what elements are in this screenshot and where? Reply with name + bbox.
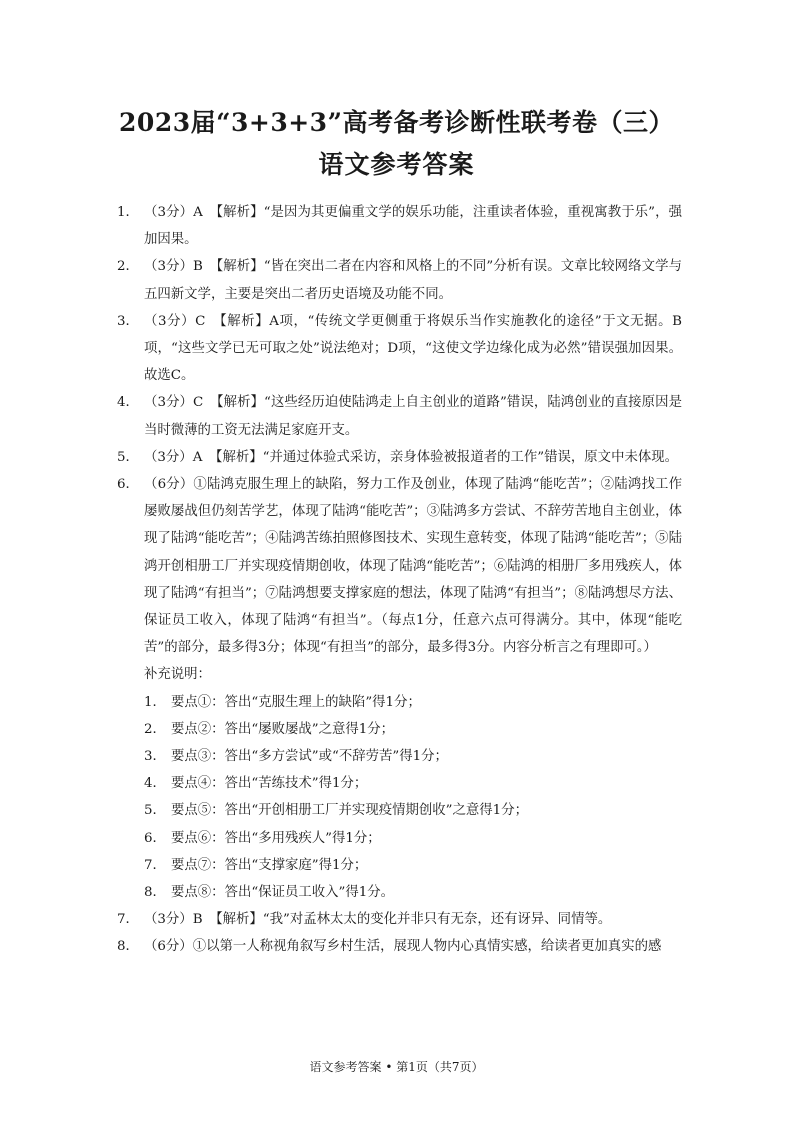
answer-number: 6． xyxy=(117,477,139,493)
answer-item-6 xyxy=(117,471,682,661)
answer-item-3 xyxy=(117,308,682,390)
page-title: 2023届“3+3+3”高考备考诊断性联考卷（三） xyxy=(119,108,674,137)
supplement-text: 要点①：答出“克服生理上的缺陷”得1分； xyxy=(171,694,421,710)
answer-item-1 xyxy=(117,199,682,253)
supplement-text: 要点⑤：答出“开创相册工厂并实现疫情期创收”之意得1分； xyxy=(171,803,528,819)
answer-text: （3分）C 【解析】“这些经历迫使陆鸿走上自主创业的道路”错误，陆鸿创业的直接原因是当时微薄的工资无法满足家庭开支。 xyxy=(144,395,682,438)
supplement-item xyxy=(144,743,682,770)
answer-text: （6分）①陆鸿克服生理上的缺陷，努力工作及创业，体现了陆鸿“能吃苦”；②陆鸿找工作屡败屡战但仍刻苦学艺，体现了陆鸿“能吃苦”；③陆鸿多方尝试、不辞劳苦地自主创业，体现了陆鸿“能吃苦”；④陆鸿苦练拍照修图技术、实现生意转变，体现了陆鸿“能吃苦”；⑤陆鸿开创相册工厂并实现疫情期创收，体现了陆鸿“能吃苦”；⑥陆鸿的相册厂多用残疾人，体现了陆鸿“有担当”；⑦陆鸿想要支撑家庭的想法，体现了陆鸿“有担当”；⑧陆鸿想尽方法、保证员工收入，体现了陆鸿“有担当”。（每点1分，任意六点可得满分。其中，体现“能吃苦”的部分，最多得3分；体现“有担当”的部分，最多得3分。内容分析言之有理即可。） xyxy=(144,477,682,656)
supplement-item xyxy=(144,797,682,824)
page-footer: 语文参考答案 • 第1页（共7页） xyxy=(309,1060,484,1074)
supplement-number: 8． xyxy=(144,885,166,901)
answer-text: （6分）①以第一人称视角叙写乡村生活，展现人物内心真情实感，给读者更加真实的感 xyxy=(144,939,662,955)
answer-number: 2． xyxy=(117,259,139,275)
answer-number: 7． xyxy=(117,912,139,928)
answer-item-7 xyxy=(117,906,682,933)
supplement-number: 4． xyxy=(144,776,166,792)
supplement-number: 2． xyxy=(144,721,166,737)
answer-number: 1． xyxy=(117,205,139,220)
supplement-item xyxy=(144,716,682,743)
answer-text: （3分）B 【解析】“我”对孟林太太的变化并非只有无奈，还有讶异、同情等。 xyxy=(144,912,612,928)
answer-text: （3分）B 【解析】“皆在突出二者在内容和风格上的不同”分析有误。文章比较网络文学与五四新文学，主要是突出二者历史语境及功能不同。 xyxy=(144,259,682,302)
supplement-item xyxy=(144,689,682,716)
answer-item-5 xyxy=(117,444,682,471)
answer-number: 5． xyxy=(117,449,139,465)
supplement-text: 要点②：答出“屡败屡战”之意得1分； xyxy=(171,721,395,737)
supplement-heading: 补充说明： xyxy=(144,667,211,683)
supplement-text: 要点⑥：答出“多用残疾人”得1分； xyxy=(171,830,381,846)
page-subtitle: 语文参考答案 xyxy=(318,150,475,179)
supplement-text: 要点③：答出“多方尝试”或“不辞劳苦”得1分； xyxy=(171,749,448,765)
supplement-number: 5． xyxy=(144,803,166,819)
supplement-text: 要点⑧：答出“保证员工收入”得1分。 xyxy=(171,885,395,901)
supplement-number: 7． xyxy=(144,857,166,873)
supplement-item xyxy=(144,879,682,906)
supplement-text: 要点④：答出“苦练技术”得1分； xyxy=(171,776,368,792)
answer-number: 8． xyxy=(117,939,139,955)
answer-item-2 xyxy=(117,253,682,307)
answer-text: （3分）C 【解析】A项，“传统文学更侧重于将娱乐当作实施教化的途径”于文无据。B项，“这些文学已无可取之处”说法绝对；D项，“这使文学边缘化成为必然”错误强加因果。故选C。 xyxy=(144,313,682,384)
answer-item-8 xyxy=(117,933,682,960)
supplement-item xyxy=(144,852,682,879)
supplement-number: 3． xyxy=(144,749,166,765)
answer-text: （3分）A 【解析】“是因为其更偏重文学的娱乐功能，注重读者体验，重视寓教于乐”，强加因果。 xyxy=(144,205,682,248)
supplement-item xyxy=(144,770,682,797)
supplement-text: 要点⑦：答出“支撑家庭”得1分； xyxy=(171,857,368,873)
answer-text: （3分）A 【解析】“并通过体验式采访，亲身体验被报道者的工作”错误，原文中未体现。 xyxy=(144,449,679,465)
supplement-item xyxy=(144,825,682,852)
supplement-number: 6． xyxy=(144,830,166,846)
answer-list xyxy=(117,199,682,961)
answer-number: 3． xyxy=(117,313,139,329)
supplement-number: 1． xyxy=(144,694,166,710)
answer-item-4 xyxy=(117,389,682,443)
answer-number: 4． xyxy=(117,395,139,411)
